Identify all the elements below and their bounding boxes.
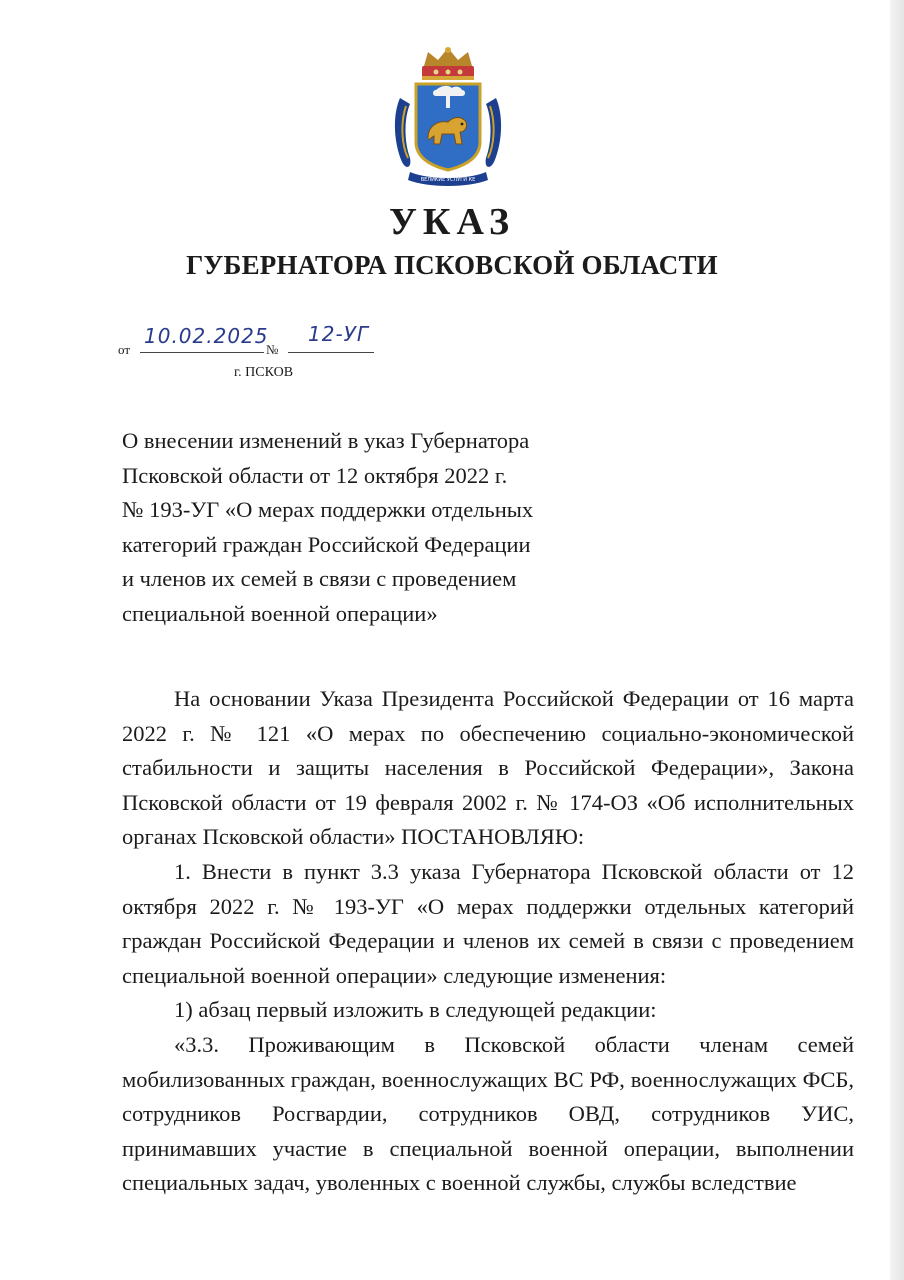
quoted-paragraph-3-3: «3.3. Проживающим в Псковской области членам семей мобилизованных граждан, военнослужащих ВС РФ, военнослужащих ФСБ, сотрудников Росгвардии, сотрудников ОВД, сотрудников УИС, принимавших участие в специальной военной операции, выполнении специальных задач, уволенных с военной службы, службы вследствие [122, 1031, 854, 1196]
document-issuer: ГУБЕРНАТОРА ПСКОВСКОЙ ОБЛАСТИ [186, 250, 718, 280]
document-title: УКАЗ [389, 201, 515, 243]
subject-line: категорий граждан Российской Федерации [122, 531, 531, 557]
city-label: г. ПСКОВ [234, 365, 294, 380]
date-underline [140, 352, 264, 353]
emblem-motto: ВЕЛИКИЕ УСЛУГИ КЕ [420, 177, 476, 183]
subject-line: Псковской области от 12 октября 2022 г. [122, 462, 508, 488]
page-edge-shadow [890, 0, 904, 1280]
item-1-paragraph: 1. Внести в пункт 3.3 указа Губернатора Псковской области от 12 октября 2022 г. № 193-УГ «О мерах поддержки отдельных категорий граждан Российской Федерации и членов их семей в связи с проведением специальной военной операции» следующие изменения: [122, 858, 854, 988]
handwritten-date: 10.02.2025 [144, 324, 269, 348]
from-label: от [118, 342, 131, 357]
decree-body [122, 682, 854, 1201]
handwritten-number: 12-УГ [308, 322, 369, 346]
subitem-1-paragraph: 1) абзац первый изложить в следующей редакции: [174, 997, 657, 1023]
subject-line: О внесении изменений в указ Губернатора [122, 428, 530, 453]
decree-subject [122, 424, 558, 632]
subject-line: и членов их семей в связи с проведением [122, 566, 517, 592]
number-underline [288, 352, 374, 353]
preamble-paragraph: На основании Указа Президента Российской Федерации от 16 марта 2022 г. № 121 «О мерах по обеспечению социально-экономической стабильности и защиты населения в Российской Федерации», Закона Псковской области от 19 февраля 2002 г. № 174-ОЗ «Об исполнительных органах Псковской области» ПОСТАНОВЛЯЮ: [122, 686, 854, 850]
coat-of-arms-icon [392, 46, 504, 188]
number-label: № [266, 342, 279, 357]
subject-line: № 193-УГ «О мерах поддержки отдельных [122, 497, 534, 523]
subject-line: специальной военной операции» [122, 600, 438, 626]
date-number-line [118, 322, 388, 358]
